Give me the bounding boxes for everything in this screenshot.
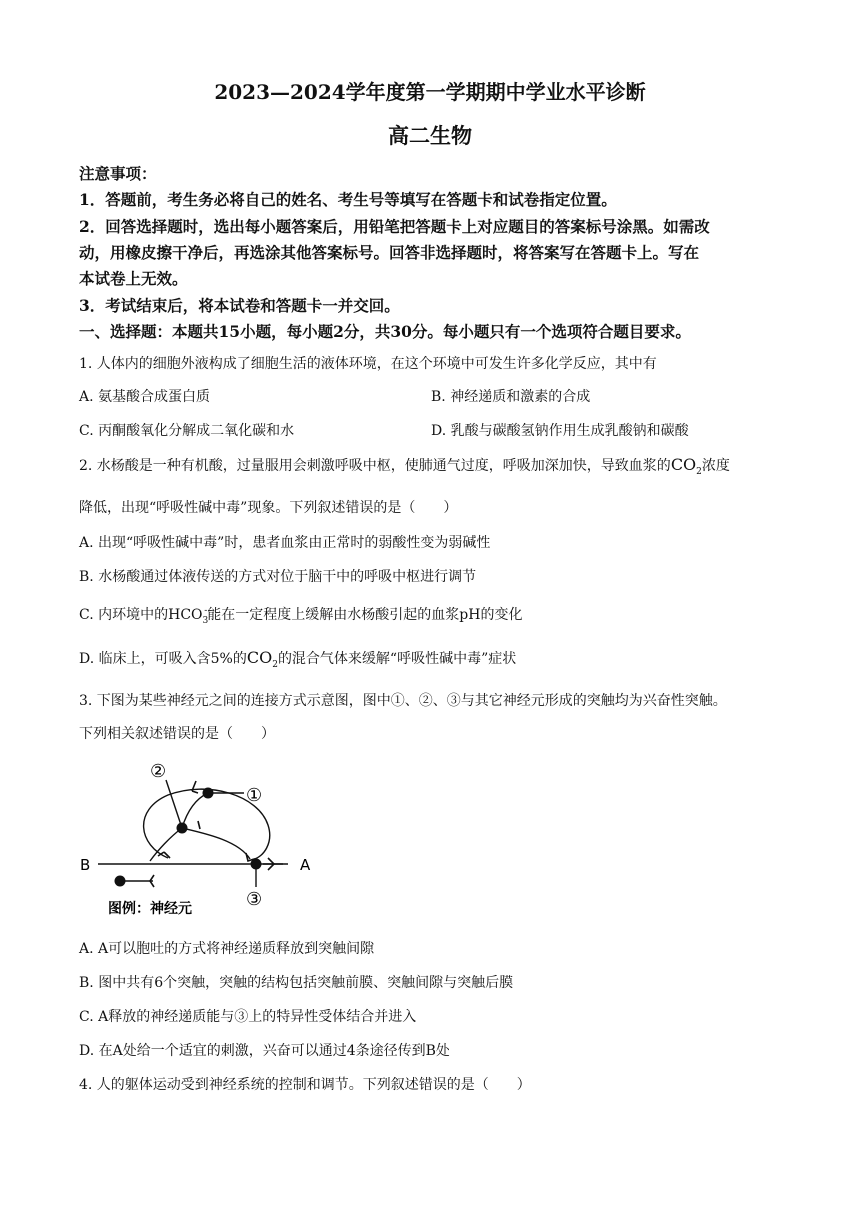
- q2-c-tail: 能在一定程度上缓解由水杨酸引起的血浆pH的变化: [207, 607, 523, 623]
- legend-neuron-body: [115, 876, 126, 887]
- q2-stem-text: 2. 水杨酸是一种有机酸，过量服用会刺激呼吸中枢，使肺通气过度，呼吸加深加快，导致血浆的: [79, 458, 671, 474]
- notice-item-2-cont: 动，用橡皮擦干净后，再选涂其他答案标号。回答非选择题时，将答案写在答题卡上。写在: [79, 243, 700, 262]
- q2-stem-line1: [79, 455, 730, 475]
- q1-option-b: B. 神经递质和激素的合成: [431, 389, 591, 405]
- label-2: ②: [150, 761, 167, 782]
- q1-stem: 1. 人体内的细胞外液构成了细胞生活的液体环境，在这个环境中可发生许多化学反应，其中有: [79, 356, 657, 372]
- q3-option-b: B. 图中共有6个突触，突触的结构包括突触前膜、突触间隙与突触后膜: [79, 975, 514, 991]
- q2-stem-tail: 浓度: [701, 458, 730, 474]
- q2-d-co2: CO: [246, 648, 273, 667]
- q2-stem-line2: 降低，出现“呼吸性碱中毒”现象。下列叙述错误的是（ ）: [79, 500, 458, 516]
- q2-option-b: B. 水杨酸通过体液传送的方式对位于脑干中的呼吸中枢进行调节: [79, 569, 477, 585]
- neuron-1-body: [203, 788, 214, 799]
- q2-option-c: [79, 604, 522, 624]
- axon-2-branch: [150, 828, 182, 861]
- q2-option-d: [79, 648, 516, 668]
- q2-c-text: C. 内环境中的HCO: [79, 607, 203, 623]
- q2-d-text: D. 临床上，可吸入含5%的: [79, 651, 247, 667]
- exam-title: 2023—2024学年度第一学期期中学业水平诊断: [214, 80, 646, 104]
- neuron-3-body: [251, 859, 262, 870]
- section-heading: 一、选择题：本题共15小题，每小题2分，共30分。每小题只有一个选项符合题目要求。: [79, 322, 691, 341]
- notice-item-2-end: 本试卷上无效。: [79, 269, 188, 288]
- q3-option-d: D. 在A处给一个适宜的刺激，兴奋可以通过4条途径传到B处: [79, 1043, 450, 1059]
- q2-c-sup: -: [204, 606, 208, 616]
- q2-d-co2-sub: 2: [272, 660, 278, 670]
- neuron-2-body: [177, 823, 188, 834]
- label-b: B: [80, 856, 91, 874]
- q3-option-c: C. A释放的神经递质能与③上的特异性受体结合并进入: [79, 1009, 417, 1025]
- q2-co2-sub: 2: [696, 467, 702, 477]
- notice-item-1: 1．答题前，考生务必将自己的姓名、考生号等填写在答题卡和试卷指定位置。: [79, 190, 617, 209]
- synapse-mark-5: [198, 821, 200, 829]
- q2-co2: CO: [670, 455, 697, 474]
- leader-2: [166, 780, 182, 828]
- label-a: A: [300, 856, 311, 874]
- axon-2-to-3: [182, 828, 250, 859]
- q2-d-tail: 的混合气体来缓解“呼吸性碱中毒”症状: [277, 651, 517, 667]
- q1-option-a: A. 氨基酸合成蛋白质: [79, 389, 211, 405]
- synapse-mark-1: [192, 781, 198, 793]
- neuron-diagram: [78, 755, 338, 925]
- label-3: ③: [246, 889, 263, 910]
- q1-option-d: D. 乳酸与碳酸氢钠作用生成乳酸钠和碳酸: [431, 423, 689, 439]
- notice-item-3: 3．考试结束后，将本试卷和答题卡一并交回。: [79, 296, 400, 315]
- q3-option-a: A. A可以胞吐的方式将神经递质释放到突触间隙: [79, 941, 375, 957]
- label-1: ①: [246, 785, 263, 806]
- subject-title: 高二生物: [388, 123, 472, 148]
- q2-option-a: A. 出现“呼吸性碱中毒”时，患者血浆由正常时的弱酸性变为弱碱性: [79, 535, 491, 551]
- q4-stem: 4. 人的躯体运动受到神经系统的控制和调节。下列叙述错误的是（ ）: [79, 1077, 531, 1093]
- q1-option-c: C. 丙酮酸氧化分解成二氧化碳和水: [79, 423, 295, 439]
- axon-1-to-2: [182, 793, 208, 828]
- q3-stem-line2: 下列相关叙述错误的是（ ）: [79, 726, 275, 742]
- notice-item-2: 2．回答选择题时，选出每小题答案后，用铅笔把答题卡上对应题目的答案标号涂黑。如需改: [79, 217, 710, 236]
- legend-text: 图例：神经元: [108, 901, 192, 917]
- q2-c-sub: 3: [202, 616, 209, 626]
- notice-heading: 注意事项：: [79, 164, 157, 183]
- q3-stem-line1: 3. 下图为某些神经元之间的连接方式示意图，图中①、②、③与其它神经元形成的突触均为兴奋性突触。: [79, 693, 727, 709]
